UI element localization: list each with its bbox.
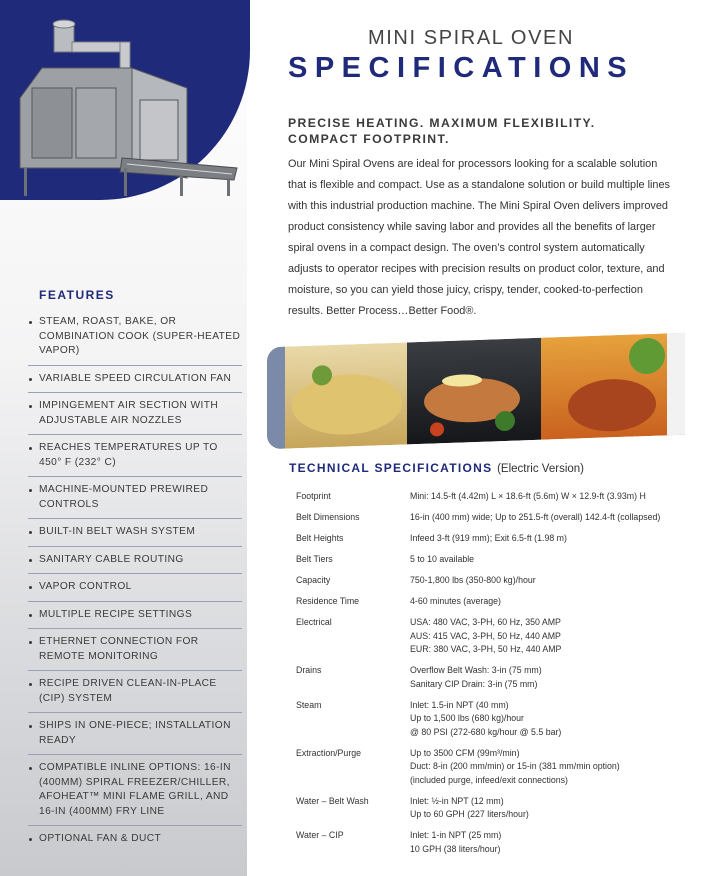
features-list xyxy=(28,309,242,853)
feature-item: OPTIONAL FAN & DUCT xyxy=(28,826,242,853)
feature-item: SHIPS IN ONE-PIECE; INSTALLATION READY xyxy=(28,713,242,755)
spec-value xyxy=(410,595,676,616)
spec-row xyxy=(296,747,676,795)
feature-item: MACHINE-MOUNTED PREWIRED CONTROLS xyxy=(28,477,242,519)
spec-row xyxy=(296,664,676,699)
tagline-line-2: COMPACT FOOTPRINT. xyxy=(288,132,450,146)
features-heading: FEATURES xyxy=(39,288,115,302)
sidebar xyxy=(0,0,247,876)
spec-value-line: Inlet: ½-in NPT (12 mm) xyxy=(410,795,504,806)
spec-value-line: 5 to 10 available xyxy=(410,554,475,564)
spec-label: Drains xyxy=(296,665,322,675)
spec-label: Residence Time xyxy=(296,596,360,606)
spec-value xyxy=(410,795,676,830)
spec-row xyxy=(296,532,676,553)
spec-value-line: Infeed 3-ft (919 mm); Exit 6.5-ft (1.98 m) xyxy=(410,533,567,543)
spec-value-line: Up to 3500 CFM (99m³/min) xyxy=(410,747,520,758)
spec-row xyxy=(296,616,676,664)
page-title: SPECIFICATIONS xyxy=(288,52,635,84)
spec-label: Steam xyxy=(296,699,322,710)
spec-label: Water – CIP xyxy=(296,830,344,840)
product-name: MINI SPIRAL OVEN xyxy=(368,27,575,49)
spec-value-line: 16-in (400 mm) wide; Up to 251.5-ft (overall) 142.4-ft (collapsed) xyxy=(410,512,661,522)
spec-table xyxy=(296,490,676,864)
tech-specs-heading xyxy=(289,461,584,475)
spec-label: Belt Dimensions xyxy=(296,512,360,522)
feature-item: STEAM, ROAST, BAKE, OR COMBINATION COOK (SUPER-HEATED VAPOR) xyxy=(28,309,242,366)
tagline xyxy=(288,115,668,147)
feature-item: SANITARY CABLE ROUTING xyxy=(28,547,242,575)
spec-label: Water – Belt Wash xyxy=(296,795,369,806)
spec-label: Extraction/Purge xyxy=(296,747,362,758)
spec-label: Belt Heights xyxy=(296,533,344,543)
spec-row xyxy=(296,829,676,864)
spec-label: Belt Tiers xyxy=(296,554,333,564)
feature-item: BUILT-IN BELT WASH SYSTEM xyxy=(28,519,242,547)
spec-row xyxy=(296,553,676,574)
spec-label: Footprint xyxy=(296,491,331,501)
spec-value-line: USA: 480 VAC, 3-PH, 60 Hz, 350 AMP xyxy=(410,617,561,627)
spec-value xyxy=(410,747,676,795)
spec-value xyxy=(410,574,676,595)
spec-value-line: Inlet: 1.5-in NPT (40 mm) xyxy=(410,699,509,710)
spec-value xyxy=(410,829,676,864)
feature-item: MULTIPLE RECIPE SETTINGS xyxy=(28,602,242,630)
spec-value-line: Mini: 14.5-ft (4.42m) L × 18.6-ft (5.6m) W × 12.9-ft (3.93m) H xyxy=(410,491,646,501)
tech-specs-version: (Electric Version) xyxy=(497,463,584,475)
tagline-line-1: PRECISE HEATING. MAXIMUM FLEXIBILITY. xyxy=(288,116,596,130)
spec-value-line: Duct: 8-in (200 mm/min) or 15-in (381 mm/min option) xyxy=(410,761,620,771)
spec-value-line: @ 80 PSI (272-680 kg/hour @ 5.5 bar) xyxy=(410,726,562,737)
feature-item: IMPINGEMENT AIR SECTION WITH ADJUSTABLE AIR NOZZLES xyxy=(28,393,242,435)
spec-value-line: Up to 60 GPH (227 liters/hour) xyxy=(410,809,529,819)
spec-value-line: AUS: 415 VAC, 3-PH, 50 Hz, 440 AMP xyxy=(410,630,561,641)
spec-value xyxy=(410,532,676,553)
spec-value xyxy=(410,699,676,747)
spiral-oven-machine-image xyxy=(12,18,242,198)
feature-item: RECIPE DRIVEN CLEAN-IN-PLACE (CIP) SYSTEM xyxy=(28,671,242,713)
spec-value-line: 4-60 minutes (average) xyxy=(410,596,501,606)
spec-value-line: Inlet: 1-in NPT (25 mm) xyxy=(410,830,502,840)
spec-row xyxy=(296,490,676,511)
spec-value xyxy=(410,616,676,664)
spec-value-line: Up to 1,500 lbs (680 kg)/hour xyxy=(410,713,524,723)
feature-item: VARIABLE SPEED CIRCULATION FAN xyxy=(28,366,242,394)
spec-value xyxy=(410,511,676,532)
feature-item: VAPOR CONTROL xyxy=(28,574,242,602)
spec-value xyxy=(410,490,676,511)
feature-item: REACHES TEMPERATURES UP TO 450° F (232° C) xyxy=(28,435,242,477)
spec-label: Capacity xyxy=(296,575,331,585)
spec-label: Electrical xyxy=(296,617,332,627)
feature-item: COMPATIBLE INLINE OPTIONS: 16-IN (400MM) SPIRAL FREEZER/CHILLER, AFOHEAT™ MINI FLAME GRILL, AND 16-IN (400MM) FRY LINE xyxy=(28,755,242,826)
spec-row xyxy=(296,595,676,616)
spec-value xyxy=(410,664,676,699)
spec-row xyxy=(296,795,676,830)
spec-row xyxy=(296,574,676,595)
spec-row xyxy=(296,699,676,747)
spec-row xyxy=(296,511,676,532)
spec-value-line: (included purge, infeed/exit connections) xyxy=(410,774,568,785)
tech-specs-title: TECHNICAL SPECIFICATIONS xyxy=(289,461,493,475)
spec-value-line: Sanitary CIP Drain: 3-in (75 mm) xyxy=(410,678,538,689)
spec-value-line: 750-1,800 lbs (350-800 kg)/hour xyxy=(410,575,536,585)
spec-value-line: Overflow Belt Wash: 3-in (75 mm) xyxy=(410,665,542,675)
feature-item: ETHERNET CONNECTION FOR REMOTE MONITORING xyxy=(28,629,242,671)
intro-paragraph: Our Mini Spiral Ovens are ideal for processors looking for a scalable solution that is flexible and compact. Use as a standalone solution or build multiple lines with this industrial production machine. The Mini Spiral Oven delivers improved product consistency while saving labor and provides all the benefits of larger spiral ovens in a compact design. The oven’s control system automatically adjusts to operator recipes with precision results on product color, texture, and moisture, so you can yield those juicy, crispy, tender, cooked-to-perfection results. Better Process…Better Food®. xyxy=(288,158,670,317)
spec-value xyxy=(410,553,676,574)
spec-value-line: 10 GPH (38 liters/hour) xyxy=(410,843,501,854)
spec-value-line: EUR: 380 VAC, 3-PH, 50 Hz, 440 AMP xyxy=(410,644,562,654)
food-photo-strip xyxy=(267,333,685,450)
